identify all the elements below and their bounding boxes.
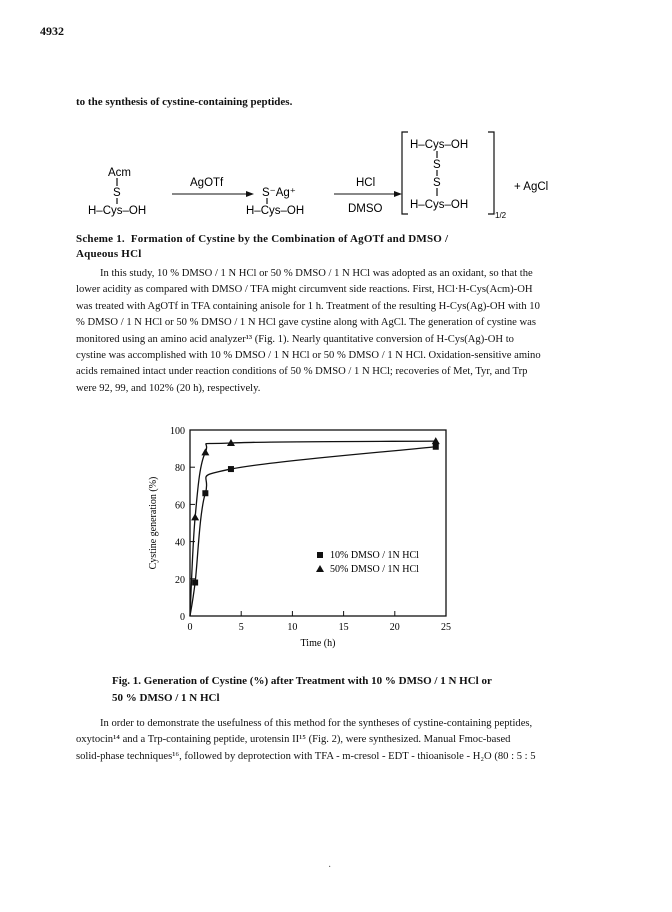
start-sulfur: S xyxy=(113,187,121,199)
figure-1-chart xyxy=(130,420,470,660)
reagent-hcl: HCl xyxy=(356,177,376,189)
start-residue: H–Cys–OH xyxy=(88,205,147,217)
reaction-scheme xyxy=(70,128,610,218)
x-axis-label: Time (h) xyxy=(300,638,336,649)
scheme-caption-label: Scheme 1. xyxy=(76,233,125,245)
product-sulfur-2: S xyxy=(433,177,441,189)
product-subscript: 1/2 xyxy=(495,211,507,218)
page-number: 4932 xyxy=(40,24,64,38)
acm-group: Acm xyxy=(108,167,131,179)
x-tick-label-0: 0 xyxy=(187,622,193,633)
product-bottom-residue: H–Cys–OH xyxy=(410,199,469,211)
legend-label-1: 50% DMSO / 1N HCl xyxy=(330,564,419,575)
scheme-caption-line-1: Formation of Cystine by the Combination of AgOTf and DMSO / xyxy=(130,233,449,245)
figure-caption-line-2: 50 % DMSO / 1 N HCl xyxy=(112,692,220,704)
para1-line-1: In this study, 10 % DMSO / 1 N HCl or 50 % DMSO / 1 N HCl was adopted as an oxidant, so that the xyxy=(100,268,533,279)
x-tick-label-5: 25 xyxy=(441,622,451,633)
x-tick-label-1: 5 xyxy=(238,622,244,633)
y-tick-label-1: 20 xyxy=(175,574,185,586)
byproduct-agcl: + AgCl xyxy=(514,181,549,193)
intermediate-residue: H–Cys–OH xyxy=(246,205,305,217)
product-sulfur-1: S xyxy=(433,159,441,171)
series-0-point-2 xyxy=(202,490,208,496)
y-tick-label-4: 80 xyxy=(175,463,185,475)
product-top-residue: H–Cys–OH xyxy=(410,139,469,151)
y-axis-label: Cystine generation (%) xyxy=(148,476,159,570)
legend-label-0: 10% DMSO / 1N HCl xyxy=(330,550,419,561)
footer-mark: · xyxy=(328,862,332,873)
series-0-point-3 xyxy=(228,466,234,472)
para1-line-3: was treated with AgOTf in TFA containing anisole for 1 h. Treatment of the resulting H-Cys(Ag)-OH with 10 xyxy=(76,300,540,312)
s-ag-group: S⁻Ag⁺ xyxy=(262,187,296,199)
para1-line-5: monitored using an amino acid analyzer¹³ (Fig. 1). Nearly quantitative conversion of H-Cys(Ag)-OH to xyxy=(76,333,514,345)
scheme-caption xyxy=(76,232,448,262)
para1-line-2: lower acidity as compared with DMSO / TFA might circumvent side reactions. First, HCl·H-Cys(Acm)-OH xyxy=(76,284,533,296)
paragraph-1 xyxy=(76,266,598,397)
y-tick-label-5: 100 xyxy=(170,426,185,437)
scheme-caption-line-2: Aqueous HCl xyxy=(76,248,142,260)
para1-line-7: acids remained intact under reaction conditions of 50 % DMSO / 1 N HCl; recoveries of Met, Tyr, and Trp xyxy=(76,366,528,378)
series-0-line xyxy=(190,447,436,616)
paragraph-2 xyxy=(76,716,598,765)
y-tick-label-3: 60 xyxy=(175,500,185,512)
legend-marker-1 xyxy=(316,565,324,572)
para1-line-6: cystine was accomplished with 10 % DMSO / 1 N HCl or 50 % DMSO / 1 N HCl. Oxidation-sensitive amino xyxy=(76,350,541,362)
para1-line-4: % DMSO / 1 N HCl or 50 % DMSO / 1 N HCl gave cystine along with AgCl. The generation of cystine was xyxy=(76,317,536,329)
para2-line-2: oxytocin¹⁴ and a Trp-containing peptide, urotensin II¹⁵ (Fig. 2), were synthesized. Manual Fmoc-based xyxy=(76,734,511,746)
y-tick-label-0: 0 xyxy=(180,612,185,623)
series-1-line xyxy=(190,441,436,616)
series-0-point-1 xyxy=(192,580,198,586)
y-tick-label-2: 40 xyxy=(175,537,185,549)
x-tick-label-3: 15 xyxy=(338,622,349,633)
x-tick-label-2: 10 xyxy=(287,622,298,633)
reagent-dmso: DMSO xyxy=(348,203,383,215)
x-tick-label-4: 20 xyxy=(389,622,400,633)
reagent-agotf: AgOTf xyxy=(190,177,224,189)
series-1-point-1 xyxy=(191,513,199,520)
para2-line-3: solid-phase techniques¹⁶, followed by deprotection with TFA - m-cresol - EDT - thioanisole - H₂O (80 : 5 : 5 xyxy=(76,750,536,762)
legend-marker-0 xyxy=(317,552,323,558)
lead-sentence: to the synthesis of cystine-containing peptides. xyxy=(76,96,293,108)
figure-caption xyxy=(112,673,592,707)
series-1-point-2 xyxy=(201,448,209,455)
para2-line-1: In order to demonstrate the usefulness of this method for the syntheses of cystine-containing peptides, xyxy=(100,718,533,729)
figure-caption-line-1: Fig. 1. Generation of Cystine (%) after Treatment with 10 % DMSO / 1 N HCl or xyxy=(112,675,492,687)
para1-line-8: were 92, 99, and 102% (20 h), respectively. xyxy=(76,382,261,394)
series-0-point-4 xyxy=(433,444,439,450)
